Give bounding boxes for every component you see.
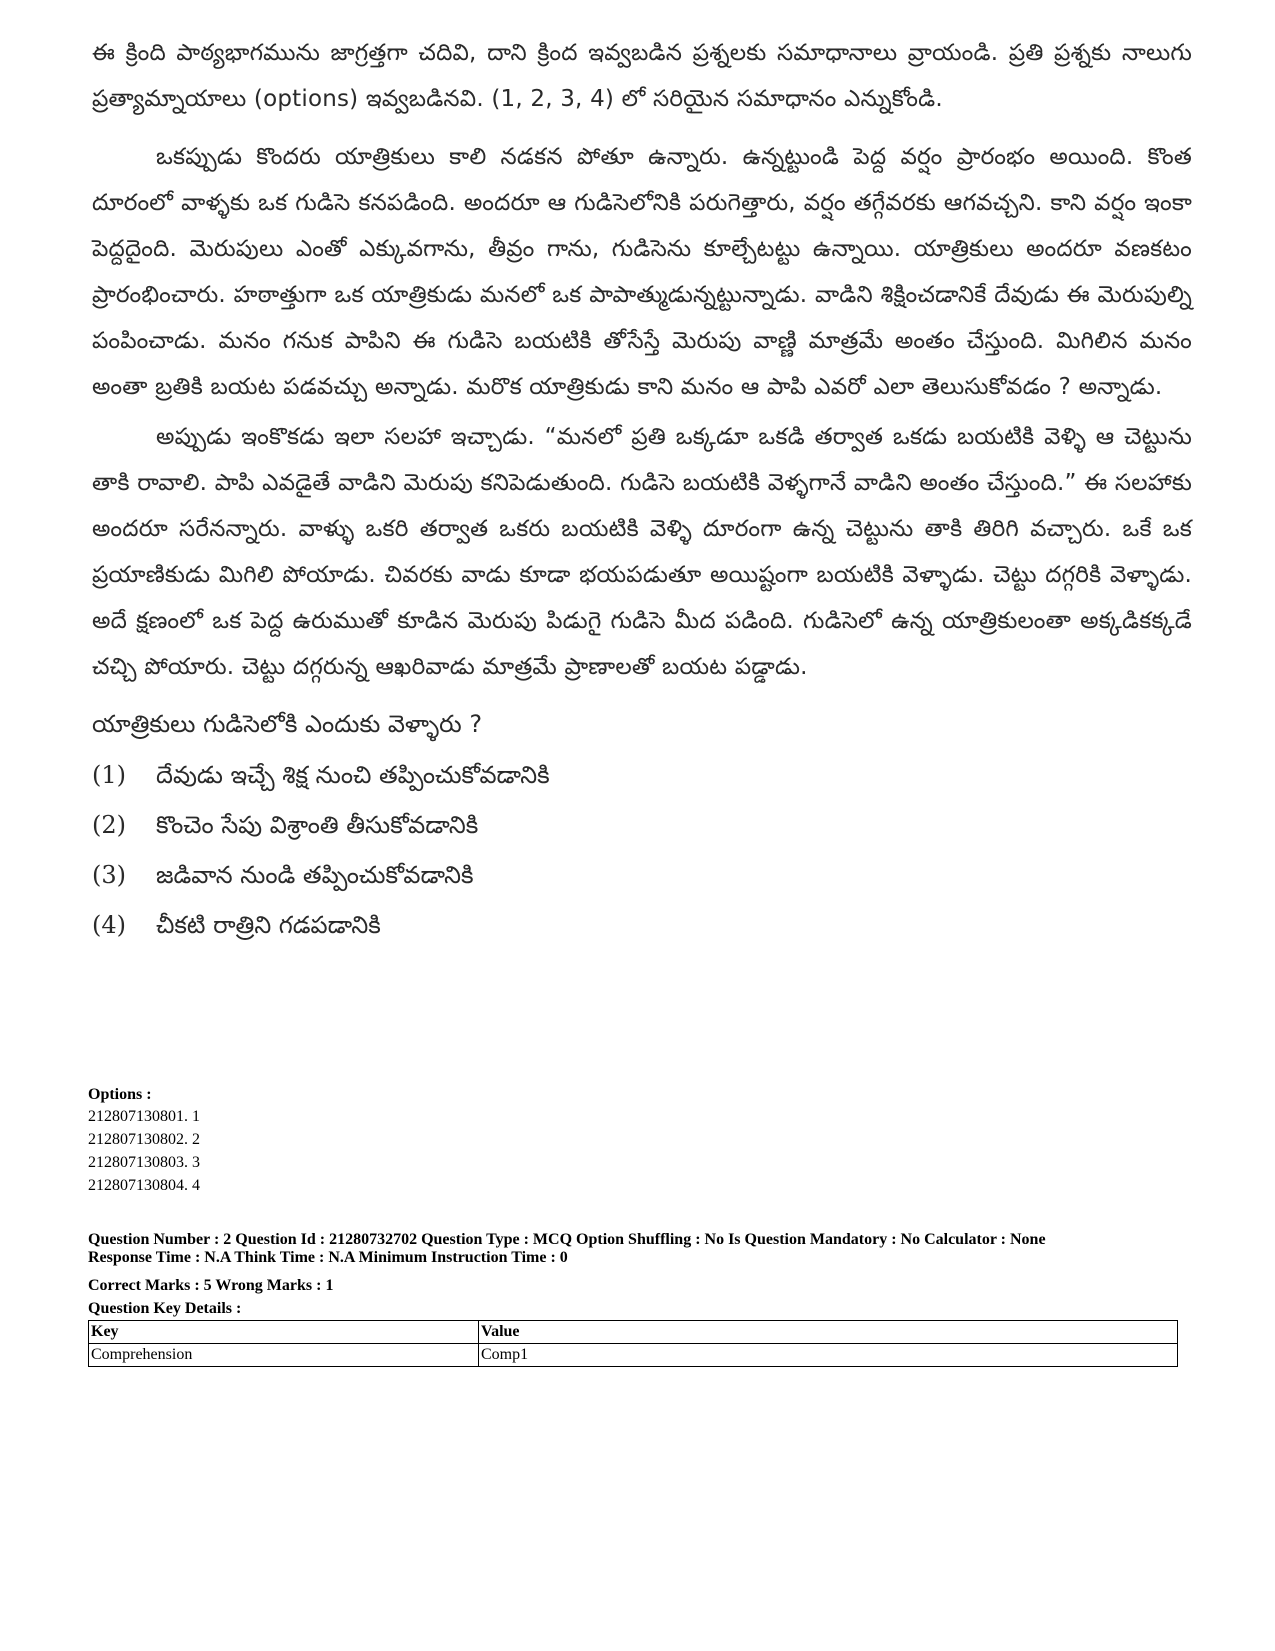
option-id: 212807130801. 1	[88, 1108, 200, 1125]
marks-info: Correct Marks : 5 Wrong Marks : 1	[88, 1277, 334, 1294]
answer-choice	[92, 800, 1192, 850]
table-header-key: Key	[89, 1321, 479, 1344]
question-info-line-2: Response Time : N.A Think Time : N.A Minimum Instruction Time : 0	[88, 1249, 568, 1266]
choice-text: జడివాన నుండి తప్పించుకోవడానికి	[156, 861, 474, 889]
option-id: 212807130803. 3	[88, 1154, 200, 1171]
key-details-label: Question Key Details :	[88, 1300, 242, 1317]
choice-number: (4)	[92, 911, 126, 939]
answer-choice	[92, 900, 1192, 950]
passage-instruction: ఈ క్రింది పాఠ్యభాగమును జాగ్రత్తగా చదివి, దాని క్రింద ఇవ్వబడిన ప్రశ్నలకు సమాధానాలు వ్రాయండి. ప్రతి ప్రశ్నకు నాలుగు ప్రత్యామ్నాయాలు (options) ఇవ్వబడినవి. (1, 2, 3, 4) లో సరియైన సమాధానం ఎన్నుకోండి.	[92, 40, 1192, 112]
question-info-line-1: Question Number : 2 Question Id : 21280732702 Question Type : MCQ Option Shuffling : No Is Question Mandatory : No Calculator : None	[88, 1231, 1046, 1248]
choice-number: (1)	[92, 761, 126, 789]
answer-choice	[92, 750, 1192, 800]
question-info	[88, 1231, 1208, 1267]
table-cell-value: Comp1	[479, 1344, 1178, 1367]
scanned-passage	[92, 30, 1192, 1080]
choice-text: చీకటి రాత్రిని గడపడానికి	[156, 911, 381, 939]
choice-text: కొంచెం సేపు విశ్రాంతి తీసుకోవడానికి	[156, 811, 479, 839]
table-header-value: Value	[479, 1321, 1178, 1344]
question-text: యాత్రికులు గుడిసెలోకి ఎందుకు వెళ్ళారు ?	[92, 710, 483, 738]
answer-choices	[92, 750, 1192, 950]
option-id: 212807130804. 4	[88, 1177, 200, 1194]
choice-number: (3)	[92, 861, 126, 889]
option-id: 212807130802. 2	[88, 1131, 200, 1148]
table-cell-key: Comprehension	[89, 1344, 479, 1367]
choice-text: దేవుడు ఇచ్చే శిక్ష నుంచి తప్పించుకోవడానికి	[156, 761, 550, 789]
passage-paragraph-1: ఒకప్పుడు కొందరు యాత్రికులు కాలి నడకన పోతూ ఉన్నారు. ఉన్నట్టుండి పెద్ద వర్షం ప్రారంభం అయింది. కొంత దూరంలో వాళ్ళకు ఒక గుడిసె కనపడింది. అందరూ ఆ గుడిసెలోనికి పరుగెత్తారు, వర్షం తగ్గేవరకు ఆగవచ్చని. కాని వర్షం ఇంకా పెద్దదైంది. మెరుపులు ఎంతో ఎక్కువగాను, తీవ్రం గాను, గుడిసెను కూల్చేటట్టు ఉన్నాయి. యాత్రికులు అందరూ వణకటం ప్రారంభించారు. హఠాత్తుగా ఒక యాత్రికుడు మనలో ఒక పాపాత్ముడున్నట్టున్నాడు. వాడిని శిక్షించడానికే దేవుడు ఈ మెరుపుల్ని పంపించాడు. మనం గనుక పాపిని ఈ గుడిసె బయటికి తోసేస్తే మెరుపు వాణ్ణి మాత్రమే అంతం చేస్తుంది. మిగిలిన మనం అంతా బ్రతికి బయట పడవచ్చు అన్నాడు. మరొక యాత్రికుడు కాని మనం ఆ పాపి ఎవరో ఎలా తెలుసుకోవడం ? అన్నాడు.	[92, 144, 1192, 400]
options-label: Options :	[88, 1086, 152, 1103]
options-list	[88, 1085, 200, 1197]
key-details-table	[88, 1320, 1178, 1367]
table-row	[89, 1344, 1178, 1367]
table-header-row	[89, 1321, 1178, 1344]
choice-number: (2)	[92, 811, 126, 839]
passage-paragraph-2: అప్పుడు ఇంకొకడు ఇలా సలహా ఇచ్చాడు. “మనలో ప్రతి ఒక్కడూ ఒకడి తర్వాత ఒకడు బయటికి వెళ్ళి ఆ చెట్టును తాకి రావాలి. పాపి ఎవడైతే వాడిని మెరుపు కనిపెడుతుంది. గుడిసె బయటికి వెళ్ళగానే వాడిని అంతం చేస్తుంది.” ఈ సలహాకు అందరూ సరేనన్నారు. వాళ్ళు ఒకరి తర్వాత ఒకరు బయటికి వెళ్ళి దూరంగా ఉన్న చెట్టును తాకి తిరిగి వచ్చారు. ఒకే ఒక ప్రయాణికుడు మిగిలి పోయాడు. చివరకు వాడు కూడా భయపడుతూ అయిష్టంగా బయటికి వెళ్ళాడు. చెట్టు దగ్గరికి వెళ్ళాడు. అదే క్షణంలో ఒక పెద్ద ఉరుముతో కూడిన మెరుపు పిడుగై గుడిసె మీద పడింది. గుడిసెలో ఉన్న యాత్రికులంతా అక్కడికక్కడే చచ్చి పోయారు. చెట్టు దగ్గరున్న ఆఖరివాడు మాత్రమే ప్రాణాలతో బయట పడ్డాడు.	[92, 424, 1192, 680]
answer-choice	[92, 850, 1192, 900]
